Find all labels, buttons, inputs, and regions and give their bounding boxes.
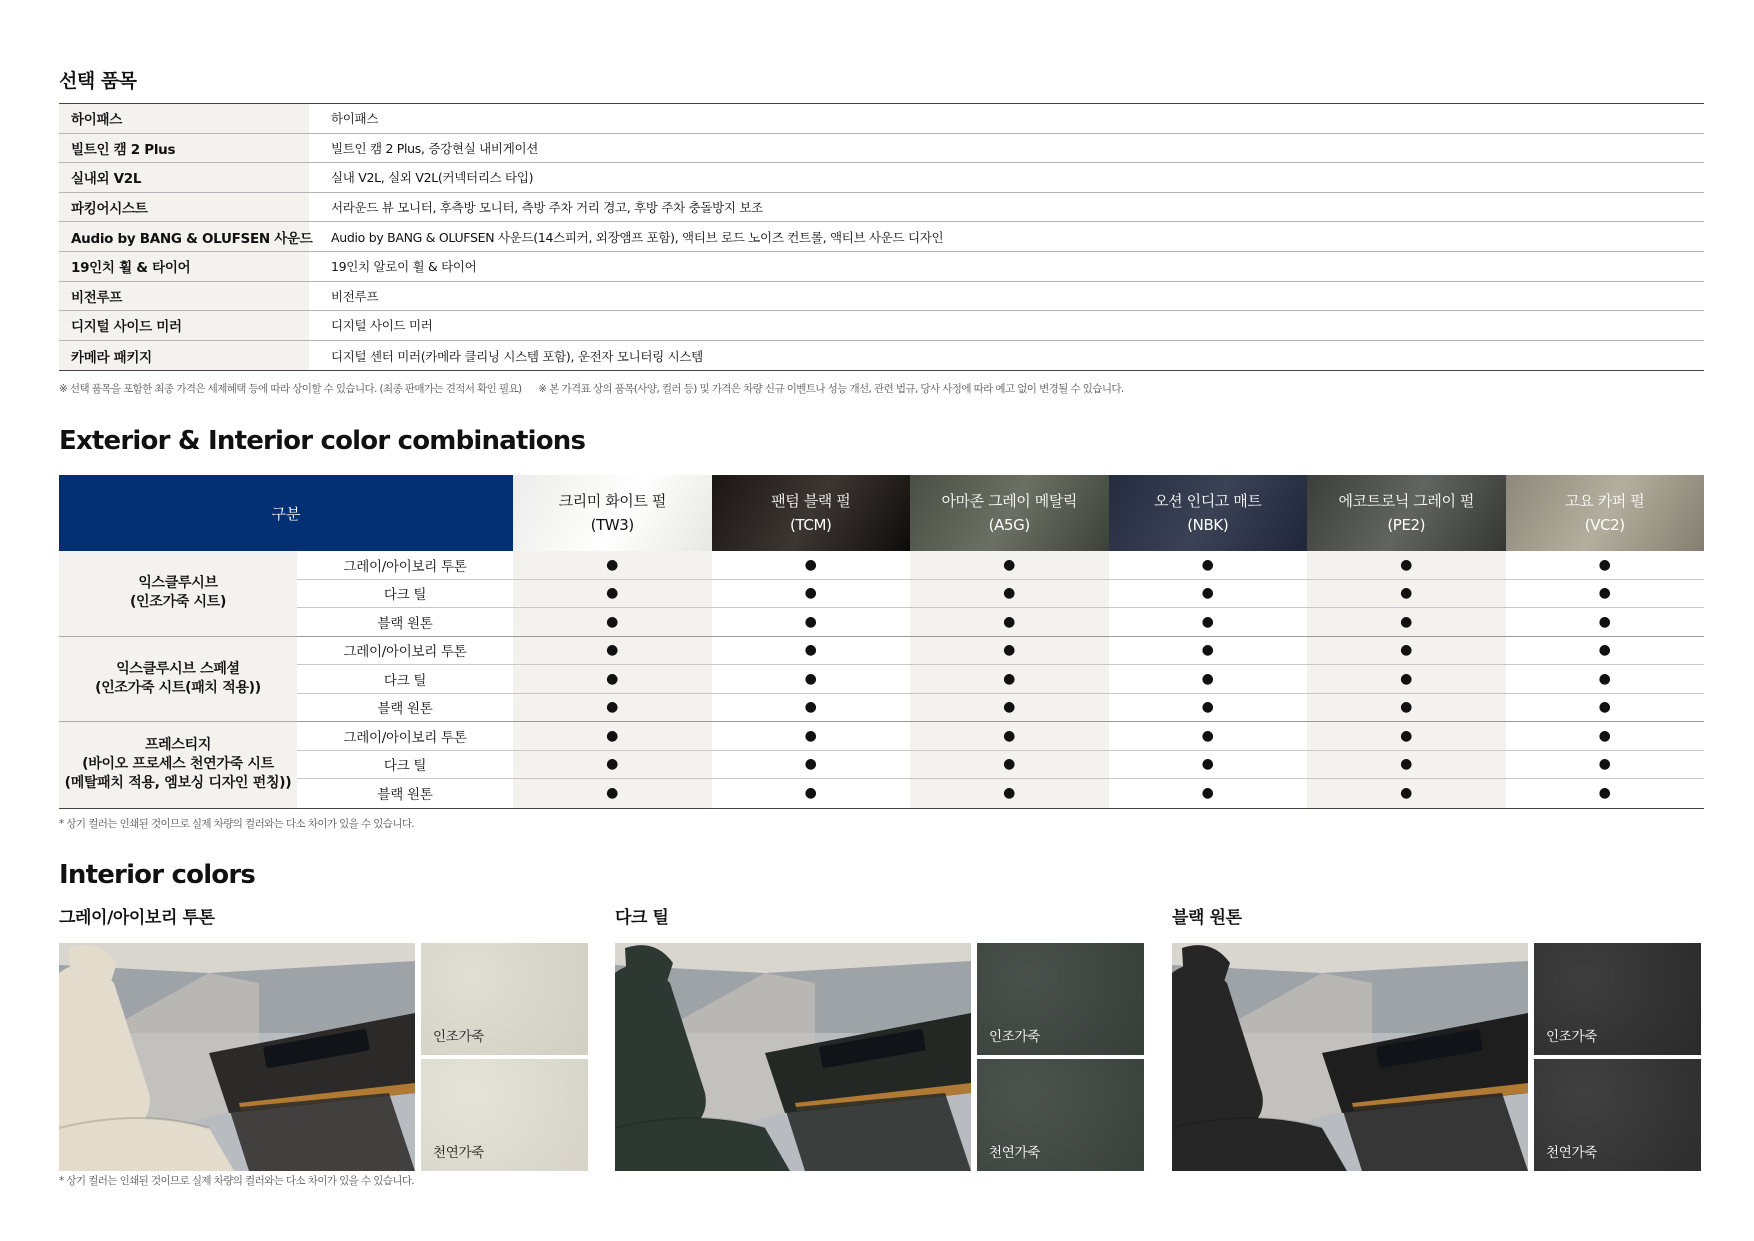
interior-photo: [615, 943, 971, 1171]
interior-color-name: 블랙 원톤: [377, 615, 433, 632]
availability-dot: ●: [513, 608, 712, 636]
interior-color-body: [1172, 933, 1701, 1162]
natural-leather-swatch: [421, 1059, 588, 1171]
interior-color-name: 그레이/아이보리 투톤: [343, 644, 467, 661]
availability-dot: ●: [910, 722, 1109, 750]
option-description: 서라운드 뷰 모니터, 후측방 모니터, 측방 주차 거리 경고, 후방 주차 충돌방지 보조: [331, 200, 763, 216]
option-name: 파킹어시스트: [59, 193, 309, 222]
exterior-color-name: 에코트로닉 그레이 펄: [1338, 492, 1475, 510]
option-name: 하이패스: [59, 104, 309, 133]
combo-row: [297, 608, 1704, 637]
option-description: 디지털 사이드 미러: [331, 318, 433, 334]
exterior-color-header: [712, 475, 911, 551]
interior-note: * 상기 컬러는 인쇄된 것이므로 실제 차량의 컬러와는 다소 차이가 있을 수 있습니다.: [59, 1175, 415, 1187]
exterior-color-name: 팬텀 블랙 펄: [771, 492, 851, 510]
exterior-color-header: [513, 475, 712, 551]
exterior-color-name: 크리미 화이트 펄: [558, 492, 666, 510]
availability-dot: ●: [1598, 670, 1611, 687]
exterior-color-name: 오션 인디고 매트: [1154, 492, 1262, 510]
exterior-color-name: 고요 카퍼 펄: [1565, 492, 1645, 510]
availability-dot: ●: [1307, 551, 1506, 579]
option-description: 빌트인 캠 2 Plus, 증강현실 내비게이션: [331, 140, 539, 156]
option-row: [59, 311, 1704, 341]
availability-dot: ●: [513, 637, 712, 665]
availability-dot: ●: [910, 751, 1109, 779]
combo-row: [297, 694, 1704, 723]
option-description: 하이패스: [331, 111, 379, 127]
interior-color-block: [615, 903, 1144, 1162]
availability-dot: ●: [910, 665, 1109, 693]
availability-dot: ●: [1307, 751, 1506, 779]
options-table: [59, 103, 1704, 371]
option-row: [59, 252, 1704, 282]
interior-photo-frame: [615, 943, 971, 1171]
combo-header-row: [59, 475, 1704, 551]
interior-photo-frame: [1172, 943, 1528, 1171]
artificial-leather-swatch: [421, 943, 588, 1055]
availability-dot: ●: [513, 751, 712, 779]
availability-dot: ●: [1307, 722, 1506, 750]
availability-dot: ●: [804, 727, 817, 744]
options-title: 선택 품목: [59, 70, 137, 92]
availability-dot: ●: [804, 556, 817, 573]
trim-group-label: 익스클루시브 (인조가죽 시트): [59, 551, 297, 637]
availability-dot: ●: [1201, 727, 1214, 744]
exterior-color-code: (A5G): [988, 516, 1030, 534]
availability-dot: ●: [910, 779, 1109, 808]
availability-dot: ●: [804, 613, 817, 630]
option-row: [59, 193, 1704, 223]
option-row: [59, 163, 1704, 193]
option-name: 디지털 사이드 미러: [59, 311, 309, 340]
availability-dot: ●: [513, 722, 712, 750]
interior-photo-frame: [59, 943, 415, 1171]
availability-dot: ●: [1598, 785, 1611, 802]
availability-dot: ●: [1201, 699, 1214, 716]
exterior-color-code: (NBK): [1187, 516, 1229, 534]
interior-color-name: 다크 틸: [383, 587, 427, 604]
availability-dot: ●: [513, 779, 712, 808]
exterior-color-header: [910, 475, 1109, 551]
exterior-color-header: [1307, 475, 1506, 551]
combo-body: [59, 551, 1704, 809]
header-gubun: 구분: [59, 475, 513, 551]
swatch-label: 천연가죽: [433, 1145, 484, 1161]
availability-dot: ●: [1598, 613, 1611, 630]
interior-color-body: [615, 933, 1144, 1162]
combo-row: [297, 580, 1704, 609]
availability-dot: ●: [910, 637, 1109, 665]
availability-dot: ●: [910, 694, 1109, 722]
availability-dot: ●: [1598, 756, 1611, 773]
option-name: 카메라 패키지: [59, 341, 309, 371]
artificial-leather-swatch: [1534, 943, 1701, 1055]
availability-dot: ●: [1201, 670, 1214, 687]
availability-dot: ●: [1598, 699, 1611, 716]
exterior-color-header: [1506, 475, 1705, 551]
availability-dot: ●: [1307, 665, 1506, 693]
interior-color-block: [1172, 903, 1701, 1162]
availability-dot: ●: [1598, 556, 1611, 573]
option-description: 비전루프: [331, 288, 379, 304]
color-combination-table: [59, 475, 1704, 809]
availability-dot: ●: [513, 551, 712, 579]
interior-color-body: [59, 933, 588, 1162]
combo-row: [297, 551, 1704, 580]
availability-dot: ●: [513, 665, 712, 693]
availability-dot: ●: [1201, 756, 1214, 773]
availability-dot: ●: [804, 699, 817, 716]
availability-dot: ●: [1307, 580, 1506, 608]
availability-dot: ●: [804, 785, 817, 802]
availability-dot: ●: [1307, 608, 1506, 636]
option-name: 비전루프: [59, 282, 309, 311]
options-note-1: ※ 선택 품목을 포함한 최종 가격은 세제혜택 등에 따라 상이할 수 있습니다. (최종 판매가는 견적서 확인 필요): [59, 383, 522, 395]
interior-photo: [59, 943, 415, 1171]
availability-dot: ●: [1307, 694, 1506, 722]
option-row: [59, 134, 1704, 164]
option-row: [59, 222, 1704, 252]
swatch-label: 천연가죽: [989, 1145, 1040, 1161]
availability-dot: ●: [910, 580, 1109, 608]
availability-dot: ●: [804, 670, 817, 687]
availability-dot: ●: [910, 551, 1109, 579]
availability-dot: ●: [1598, 585, 1611, 602]
option-description: 19인치 알로이 휠 & 타이어: [331, 259, 477, 275]
swatch-label: 인조가죽: [1546, 1029, 1597, 1045]
availability-dot: ●: [1201, 556, 1214, 573]
availability-dot: ●: [804, 642, 817, 659]
option-description: Audio by BANG & OLUFSEN 사운드(14스피커, 외장앰프 포함), 액티브 로드 노이즈 컨트롤, 액티브 사운드 디자인: [331, 229, 944, 245]
option-row: [59, 282, 1704, 312]
combo-row: [297, 722, 1704, 751]
interior-color-name: 다크 틸: [383, 758, 427, 775]
artificial-leather-swatch: [977, 943, 1144, 1055]
trim-group-label: 프레스티지 (바이오 프로세스 천연가죽 시트 (메탈패치 적용, 엠보싱 디자인 펀칭)): [59, 722, 297, 808]
availability-dot: ●: [910, 608, 1109, 636]
availability-dot: ●: [804, 585, 817, 602]
interior-title: Interior colors: [59, 860, 256, 890]
combo-row: [297, 637, 1704, 666]
combo-row: [297, 779, 1704, 808]
availability-grid: [297, 551, 1704, 808]
option-description: 실내 V2L, 실외 V2L(커넥터리스 타입): [331, 170, 534, 186]
option-description: 디지털 센터 미러(카메라 클리닝 시스템 포함), 운전자 모니터링 시스템: [331, 348, 703, 364]
interior-color-name: 그레이/아이보리 투톤: [343, 729, 467, 746]
availability-dot: ●: [1598, 727, 1611, 744]
trim-group-label: 익스클루시브 스페셜 (인조가죽 시트(패치 적용)): [59, 637, 297, 723]
interior-color-title: 그레이/아이보리 투톤: [59, 908, 215, 928]
exterior-color-code: (TW3): [590, 516, 634, 534]
option-name: 빌트인 캠 2 Plus: [59, 134, 309, 163]
interior-color-block: [59, 903, 588, 1162]
exterior-color-code: (TCM): [790, 516, 832, 534]
interior-color-name: 블랙 원톤: [377, 701, 433, 718]
availability-dot: ●: [1201, 642, 1214, 659]
availability-dot: ●: [513, 580, 712, 608]
options-note-2: ※ 본 가격표 상의 품목(사양, 컬러 등) 및 가격은 차량 신규 이벤트나 성능 개선, 관련 법규, 당사 사정에 따라 예고 없이 변경될 수 있습니다.: [538, 383, 1124, 395]
options-note: [59, 381, 1138, 396]
trim-group-column: [59, 551, 297, 808]
natural-leather-swatch: [1534, 1059, 1701, 1171]
exterior-color-name: 아마존 그레이 메탈릭: [941, 492, 1078, 510]
availability-dot: ●: [804, 756, 817, 773]
availability-dot: ●: [1307, 779, 1506, 808]
interior-color-title: 블랙 원톤: [1172, 908, 1242, 928]
swatch-label: 인조가죽: [989, 1029, 1040, 1045]
combo-title: Exterior & Interior color combinations: [59, 426, 586, 456]
combo-row: [297, 665, 1704, 694]
combo-row: [297, 751, 1704, 780]
option-name: 실내외 V2L: [59, 163, 309, 192]
swatch-label: 천연가죽: [1546, 1145, 1597, 1161]
option-name: Audio by BANG & OLUFSEN 사운드: [59, 222, 309, 251]
availability-dot: ●: [1201, 613, 1214, 630]
option-name: 19인치 휠 & 타이어: [59, 252, 309, 281]
exterior-color-header: [1109, 475, 1308, 551]
exterior-color-code: (PE2): [1387, 516, 1426, 534]
swatch-label: 인조가죽: [433, 1029, 484, 1045]
availability-dot: ●: [1598, 642, 1611, 659]
availability-dot: ●: [513, 694, 712, 722]
interior-color-name: 다크 틸: [383, 672, 427, 689]
interior-photo: [1172, 943, 1528, 1171]
availability-dot: ●: [1201, 585, 1214, 602]
interior-color-name: 블랙 원톤: [377, 787, 433, 804]
availability-dot: ●: [1307, 637, 1506, 665]
option-row: [59, 341, 1704, 371]
interior-color-name: 그레이/아이보리 투톤: [343, 558, 467, 575]
availability-dot: ●: [1201, 785, 1214, 802]
combo-note: * 상기 컬러는 인쇄된 것이므로 실제 차량의 컬러와는 다소 차이가 있을 수 있습니다.: [59, 818, 415, 830]
option-row: [59, 104, 1704, 134]
natural-leather-swatch: [977, 1059, 1144, 1171]
exterior-color-code: (VC2): [1584, 516, 1625, 534]
interior-color-title: 다크 틸: [615, 908, 669, 928]
